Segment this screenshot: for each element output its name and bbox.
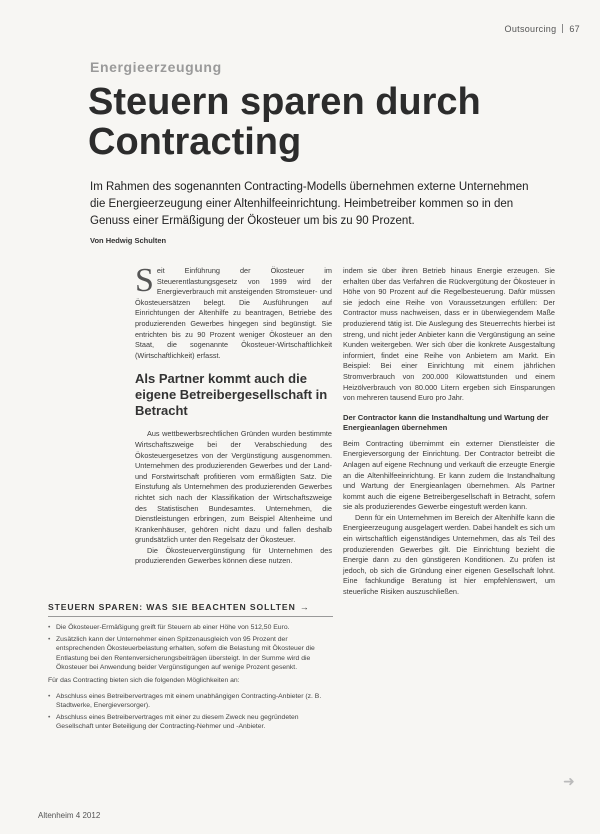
divider <box>562 24 563 33</box>
article-title: Steuern sparen durch Contracting <box>88 81 481 163</box>
info-box-list <box>48 623 333 673</box>
body-paragraph: Beim Contracting übernimmt ein externer Dienstleister die Energieversorgung der Einrichtung. Der Contractor betreibt die Anlagen auf eigene Rechnung und verkauft die erzeugte Energie an die Altenhilfeeinrichtung. Er kann zudem die Instandhaltung und Wartung der Energieanlagen übernehmen. Als Partner kommt auch die eigene Betreibergesellschaft in Betracht, sofern sie als produzierendes Gewerbe eingestuft werden kann. <box>343 438 555 512</box>
column-right <box>343 266 555 598</box>
byline: Von Hedwig Schulten <box>90 236 167 245</box>
continue-arrow-icon: ➜ <box>563 773 575 789</box>
list-item: • Abschluss eines Betreibervertrages mit einer zu diesem Zweck neu gegründeten Gesellschaft unter Beteiligung der Contracting-Nehmer und -Anbieter. <box>48 713 333 732</box>
body-paragraph: Die Ökosteuervergünstigung für Unternehmen des produzierenden Gewerbes können diese nutzen. <box>135 545 332 566</box>
article-lead: Im Rahmen des sogenannten Contracting-Modells übernehmen externe Unternehmen die Energieerzeugung einer Altenhilfeeinrichtung. Heimbetreiber kommen so in den Genuss einer Ermäßigung der Ökosteuer um bis zu 90 Prozent. <box>90 181 529 227</box>
footer-publication: Altenheim 4 2012 <box>38 811 101 820</box>
info-box-title-text: STEUERN SPAREN: WAS SIE BEACHTEN SOLLTEN <box>48 602 296 612</box>
info-box-text: Für das Contracting bieten sich die folgenden Möglichkeiten an: <box>48 676 240 684</box>
page-number: 67 <box>569 24 580 34</box>
info-box-title <box>48 602 333 617</box>
arrow-right-icon: → <box>299 602 310 612</box>
info-box <box>48 602 333 734</box>
body-paragraph: indem sie über ihren Betrieb hinaus Energie erzeugen. Sie erhalten über das Verfahren die Rückvergütung der Ökosteuer in Höhe von 90 Prozent auf die Regelbesteuerung. Dafür müssen sie jedoch eine Reihe von Voraussetzungen erfüllen: Der Contractor muss nachweisen, dass er in überwiegendem Maße produzierend tätig ist. Die Auslegung des Steuerrechts hierbei ist streng, und nicht jeder Anbieter kann die Vergünstigung an seine Kunden weitergeben. Wer sich über die konkrete Ausgestaltung informiert, findet eine Reihe von Anbietern am Markt. Ein Beispiel: Bei einer Einrichtung mit einem jährlichen Stromverbrauch von 200.000 Kilowattstunden und einem Heizölverbrauch von 80.000 Litern ergeben sich Einsparungen von mehreren tausend Euro pro Jahr. <box>343 266 555 403</box>
section-name: Outsourcing <box>504 24 557 34</box>
subheading: Als Partner kommt auch die eigene Betreibergesellschaft in Betracht <box>135 371 328 419</box>
drop-cap: S <box>135 262 154 299</box>
body-paragraph: eit Einführung der Ökosteuer im Steuerentlastungsgesetz von 1999 wird der Energieverbrauch mit ansteigenden Stromsteuer- und Ökosteuersätzen belegt. Die Ausführungen auf Einrichtungen der Altenhilfe zu beantragen, Betriebe des produzierenden Gewerbes hingegen sind begünstigt. Sie entrichten bis zu 90 Prozent weniger Ökosteuer an den Staat, die sogenannte Ökosteuer-Wirtschaftlichkeit (Wirtschaftlichkeit) erfasst. <box>135 266 332 360</box>
list-item: • Zusätzlich kann der Unternehmer einen Spitzenausgleich von 95 Prozent der entsprechenden Ökosteuerbelastung erhalten, sofern die Belastung mit Ökosteuer die Entlastung bei den Rentenversicherungsbeiträgen übersteigt. In der Summe wird die Ökosteuer bei Anwendung beider Vergünstigungen auf wenige Prozent gesenkt. <box>48 635 333 673</box>
subheading: Der Contractor kann die Instandhaltung und Wartung der Energieanlagen übernehmen <box>343 412 549 432</box>
info-box-list <box>48 692 333 732</box>
list-item: • Abschluss eines Betreibervertrages mit einem unabhängigen Contracting-Anbieter (z. B. Stadtwerke, Energieversorger). <box>48 692 333 711</box>
body-paragraph: Aus wettbewerbsrechtlichen Gründen wurden bestimmte Wirtschaftszweige bei der Verabschiedung des Ökosteuergesetzes von der Vergünstigung ausgenommen. Unternehmen des produzierenden Gewerbes und der Land- und Forstwirtschaft profitieren vom ermäßigten Satz. Die Einstufung als Unternehmen des produzierenden Gewerbes richtet sich nach der Klassifikation der Wirtschaftszweige des Statistischen Bundesamtes. Unternehmen, die Dienstleistungen erbringen, zum Beispiel Altenheime und Krankenhäuser, gehören nicht dazu und fallen deshalb grundsätzlich unter den Regelsatz der Ökosteuer. <box>135 429 332 545</box>
column-left <box>135 262 332 567</box>
body-paragraph: Denn für ein Unternehmen im Bereich der Altenhilfe kann die Energieerzeugung ausgelagert werden. Dabei handelt es sich um ein wirtschaftlich eigenständiges Unternehmen, das als Teil des produzierenden Gewerbes gilt. Die Einrichtung bezieht die Energie dann zu den günstigeren Konditionen. Zu prüfen ist jedoch, ob sich die Gründung einer eigenen Gesellschaft lohnt. Eine fachkundige Beratung ist hier empfehlenswert, um steuerliche Risiken auszuschließen. <box>343 512 555 597</box>
list-item: • Die Ökosteuer-Ermäßigung greift für Steuern ab einer Höhe von 512,50 Euro. <box>48 623 333 633</box>
article-kicker: Energieerzeugung <box>90 59 222 75</box>
running-head <box>505 24 580 34</box>
